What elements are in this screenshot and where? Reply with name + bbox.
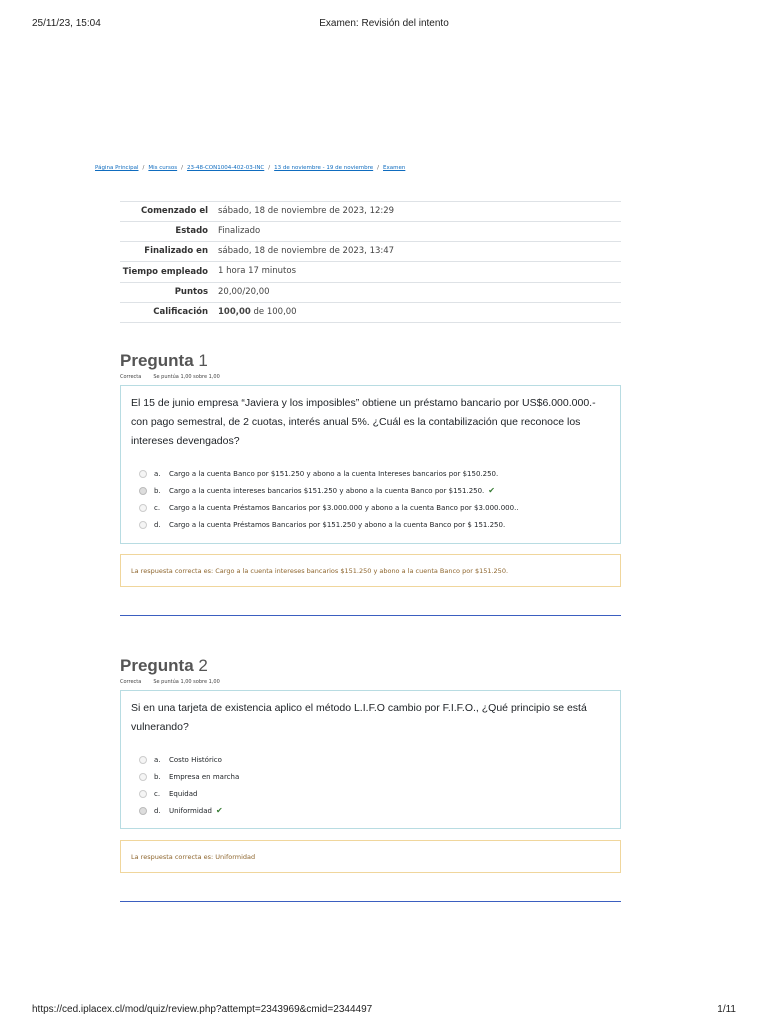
summary-value: sábado, 18 de noviembre de 2023, 13:47: [218, 246, 395, 256]
correct-answer-feedback: [120, 554, 621, 587]
question-info: [120, 374, 621, 380]
answer-text: Cargo a la cuenta Banco por $151.250 y abono a la cuenta Intereses bancarios por $150.250.: [169, 469, 499, 478]
question-2: [120, 656, 621, 873]
answer-option-d[interactable]: [131, 516, 610, 533]
answer-option-d[interactable]: [131, 802, 610, 819]
answer-letter: c.: [154, 789, 161, 798]
breadcrumb-course[interactable]: 23-48-CON1004-402-03-INC: [187, 165, 265, 171]
question-title-word: Pregunta: [120, 351, 194, 370]
radio-icon[interactable]: [139, 807, 147, 815]
summary-label: Comenzado el: [141, 206, 208, 216]
breadcrumb-home[interactable]: Página Principal: [95, 165, 139, 171]
summary-row-time-taken: [120, 262, 621, 283]
summary-row-points: [120, 283, 621, 303]
breadcrumb-exam[interactable]: Examen: [383, 165, 406, 171]
summary-row-state: [120, 222, 621, 242]
answer-text: Cargo a la cuenta Préstamos Bancarios por $3.000.000 y abono a la cuenta Banco por $3.000.000..: [169, 503, 519, 512]
question-number: 2: [198, 656, 208, 675]
answer-text: Uniformidad: [169, 806, 212, 815]
answer-option-b[interactable]: [131, 482, 610, 499]
answer-letter: b.: [154, 772, 161, 781]
breadcrumb-separator: /: [268, 165, 271, 171]
print-url: https://ced.iplacex.cl/mod/quiz/review.php?attempt=2343969&cmid=2344497: [32, 1004, 373, 1015]
question-text: El 15 de junio empresa “Javiera y los imposibles” obtiene un préstamo bancario por US$6.000.000.- con pago semestral, de 2 cuotas, interés anual 5%. ¿Cuál es la contabilización que reconoce los intereses devengados?: [131, 397, 596, 447]
feedback-text: La respuesta correcta es: Uniformidad: [131, 852, 256, 861]
question-number: 1: [198, 351, 208, 370]
check-icon: ✔: [488, 486, 495, 495]
summary-value: 1 hora 17 minutos: [218, 266, 296, 276]
answer-list: [131, 465, 610, 533]
question-state: Correcta: [120, 374, 142, 380]
question-info: [120, 679, 621, 685]
question-title: [120, 656, 621, 676]
question-title: [120, 351, 621, 371]
summary-value: 20,00/20,00: [218, 287, 270, 297]
breadcrumb: [95, 165, 405, 171]
answer-text: Costo Histórico: [169, 755, 222, 764]
breadcrumb-separator: /: [181, 165, 183, 171]
question-text: Si en una tarjeta de existencia aplico el método L.I.F.O cambio por F.I.F.O., ¿Qué principio se está vulnerando?: [131, 702, 587, 733]
summary-label: Tiempo empleado: [122, 267, 208, 277]
attempt-summary-table: [120, 201, 621, 323]
feedback-text: La respuesta correcta es: Cargo a la cuenta intereses bancarios $151.250 y abono a la cuenta Banco por $151.250.: [131, 566, 509, 575]
answer-letter: d.: [154, 520, 161, 529]
question-1: [120, 351, 621, 587]
answer-letter: a.: [154, 469, 161, 478]
breadcrumb-week[interactable]: 13 de noviembre - 19 de noviembre: [274, 165, 374, 171]
answer-text: Equidad: [169, 789, 198, 798]
grade-suffix: de 100,00: [253, 307, 297, 317]
answer-text: Cargo a la cuenta intereses bancarios $151.250 y abono a la cuenta Banco por $151.250.: [169, 486, 485, 495]
radio-icon[interactable]: [139, 487, 147, 495]
summary-row-finished: [120, 242, 621, 262]
radio-icon[interactable]: [139, 756, 147, 764]
summary-label: Finalizado en: [144, 246, 208, 256]
question-divider: [120, 615, 621, 616]
check-icon: ✔: [215, 806, 223, 815]
summary-value: [212, 303, 621, 323]
summary-label: Calificación: [153, 307, 208, 317]
answer-option-b[interactable]: [131, 768, 610, 785]
answer-option-c[interactable]: [131, 499, 610, 516]
answer-list: [131, 751, 610, 819]
breadcrumb-separator: /: [377, 165, 380, 171]
radio-icon[interactable]: [139, 773, 147, 781]
breadcrumb-separator: /: [142, 165, 145, 171]
summary-label: Puntos: [174, 287, 208, 297]
print-title: Examen: Revisión del intento: [319, 18, 449, 29]
question-divider: [120, 901, 621, 902]
question-grade: Se puntúa 1,00 sobre 1,00: [153, 679, 220, 685]
correct-answer-feedback: [120, 840, 621, 873]
answer-text: Empresa en marcha: [169, 772, 240, 781]
answer-text: Cargo a la cuenta Préstamos Bancarios por $151.250 y abono a la cuenta Banco por $ 151.250.: [169, 520, 506, 529]
breadcrumb-my-courses[interactable]: Mis cursos: [148, 165, 178, 171]
grade-value: 100,00: [218, 307, 251, 317]
question-content-box: [120, 385, 621, 544]
question-title-word: Pregunta: [120, 656, 194, 675]
answer-letter: d.: [154, 806, 161, 815]
answer-letter: b.: [154, 486, 161, 495]
answer-option-a[interactable]: [131, 751, 610, 768]
summary-value: sábado, 18 de noviembre de 2023, 12:29: [218, 206, 395, 216]
question-grade: Se puntúa 1,00 sobre 1,00: [153, 374, 220, 380]
radio-icon[interactable]: [139, 521, 147, 529]
answer-letter: a.: [154, 755, 161, 764]
summary-label: Estado: [175, 226, 208, 236]
summary-value: Finalizado: [218, 226, 261, 236]
radio-icon[interactable]: [139, 504, 147, 512]
summary-row-grade: [120, 303, 621, 323]
radio-icon[interactable]: [139, 790, 147, 798]
answer-option-c[interactable]: [131, 785, 610, 802]
question-state: Correcta: [120, 679, 142, 685]
print-page-number: 1/11: [717, 1004, 736, 1015]
answer-option-a[interactable]: [131, 465, 610, 482]
print-datetime: 25/11/23, 15:04: [32, 18, 101, 29]
question-content-box: [120, 690, 621, 829]
radio-icon[interactable]: [139, 470, 147, 478]
summary-row-started: [120, 202, 621, 222]
answer-letter: c.: [154, 503, 161, 512]
